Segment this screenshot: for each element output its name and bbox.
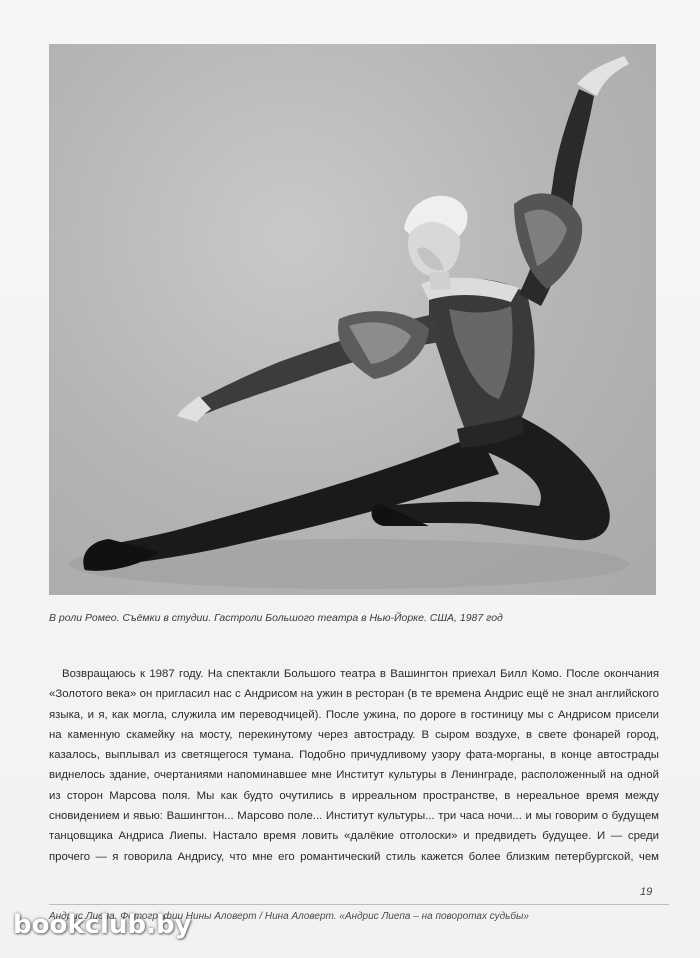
body-line: танцовщика Андриса Лиепы. Настало время ловить «далёкие отголоски» и предвидеть будущее. И — среди bbox=[49, 830, 659, 843]
body-line: Возвращаюсь к 1987 году. На спектакли Большого театра в Вашингтон приехал Билл Комо. После окончания bbox=[62, 668, 659, 680]
body-line: «Золотого века» он пригласил нас с Андрисом на ужин в ресторан (в те времена Андрис ещё не знал английского bbox=[49, 688, 659, 701]
running-footer: Андрис Лиепа. Фотографии Нины Аловерт / Нина Аловерт. «Андрис Лиепа – на поворотах судьбы» bbox=[49, 911, 529, 922]
body-line: на каменную скамейку на мосту, перекинутому через автостраду. В сыром воздухе, в свете фонарей город, bbox=[49, 728, 659, 741]
dancer-illustration bbox=[49, 44, 656, 595]
body-line: казалось, выплывал из светящегося тумана. Подобно причудливому узору фата-морганы, в конце автострады bbox=[49, 749, 659, 762]
body-line: из сторон Марсова поля. Мы как будто очутились в ирреальном пространстве, в нереальное время между bbox=[49, 789, 659, 802]
ballet-dancer-photo bbox=[49, 44, 656, 595]
footer-divider bbox=[49, 904, 669, 905]
body-line: прочего — я говорила Андрису, что мне его романтический стиль кажется более близким петербургской, чем bbox=[49, 850, 659, 863]
photo-caption: В роли Ромео. Съёмки в студии. Гастроли Большого театра в Нью-Йорке. США, 1987 год bbox=[49, 612, 503, 624]
body-line: виднелось здание, очертаниями напоминавшее мне Институт культуры в Ленинграде, расположенный на одной bbox=[49, 769, 659, 782]
body-paragraph bbox=[49, 664, 659, 867]
body-line: языка, и я, как могла, служила им переводчицей). После ужина, по дороге в гостиницу мы с Андрисом присели bbox=[49, 708, 659, 721]
watermark-logo: bookclub.by bbox=[13, 910, 192, 940]
page-number: 19 bbox=[640, 886, 653, 898]
body-line: сновидением и явью: Вашингтон... Марсово поле... Институт культуры... три часа ночи... и мы говорим о будущем bbox=[49, 810, 659, 823]
